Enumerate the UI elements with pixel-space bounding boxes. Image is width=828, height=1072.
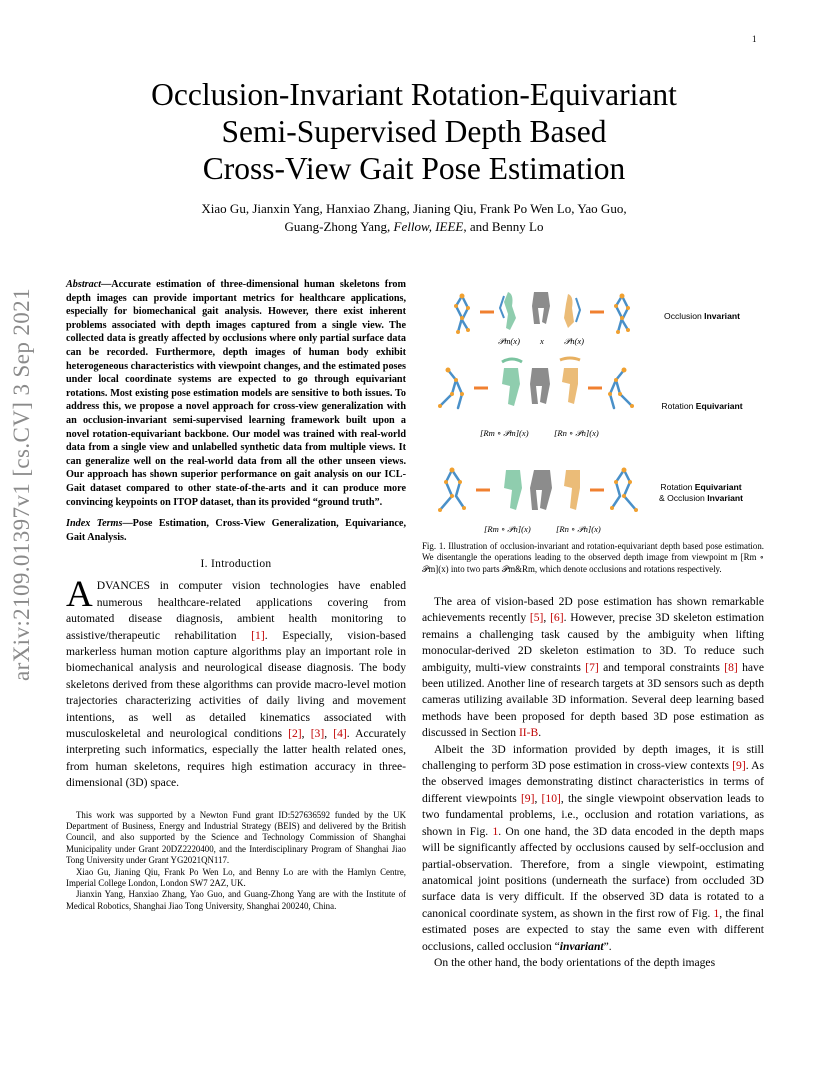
- math-label-r4: [Rn ∘ 𝒫n](x): [556, 524, 601, 534]
- citation-link[interactable]: [7]: [585, 660, 599, 674]
- fellow-ieee: Fellow, IEEE: [393, 219, 464, 234]
- citation-link[interactable]: [8]: [724, 660, 738, 674]
- citation-link[interactable]: [2]: [288, 726, 302, 740]
- math-label-p2: 𝒫n(x): [564, 336, 585, 346]
- index-terms: [66, 517, 406, 544]
- right-column-body: [422, 594, 764, 971]
- dropcap-letter: A: [66, 574, 93, 616]
- intro-paragraph: [66, 574, 406, 791]
- row-1-label-a: Occlusion: [664, 311, 705, 321]
- intro-text-c: . Accurately interpreting such informatics, especially the latter health related ones, from human skeletons, requires high estimation accuracy in three-dimensional (3D) space.: [66, 726, 406, 790]
- authors-line-2: [60, 218, 768, 236]
- right-paragraph-2: [422, 742, 764, 955]
- citation-link[interactable]: [10]: [541, 791, 561, 805]
- arxiv-identifier: arXiv:2109.01397v1 [cs.CV] 3 Sep 2021: [9, 288, 34, 682]
- authors-line-1: Xiao Gu, Jianxin Yang, Hanxiao Zhang, Jianing Qiu, Frank Po Wen Lo, Yao Guo,: [201, 201, 627, 216]
- separator: ,: [534, 791, 542, 805]
- right-p1-text-b: . However, precise 3D skeleton estimation remains a challenging task caused by the ambiguity when lifting monocular-derived 2D skeleton estimation to 3D. To reduce such ambiguity, multi-view constraints: [422, 611, 764, 674]
- figure-link[interactable]: 1: [492, 824, 499, 838]
- skeleton-figure: [456, 296, 468, 332]
- math-label-r2: [Rn ∘ 𝒫n](x): [554, 428, 599, 438]
- figure-link[interactable]: 1: [713, 906, 720, 920]
- footnotes: [66, 810, 406, 913]
- math-label-r3: [Rm ∘ 𝒫n](x): [484, 524, 531, 534]
- separator: ,: [324, 726, 334, 740]
- paper-title: [60, 76, 768, 187]
- row-3-label-d: Invariant: [707, 493, 744, 503]
- separator: ,: [301, 726, 311, 740]
- author-list: [60, 200, 768, 236]
- figure-1-caption: Fig. 1. Illustration of occlusion-invariant and rotation-equivariant depth based pose estimation. We disentangle the operations leading to the observed depth image from viewpoint m [Rm ∘ 𝒫m](x) into two parts 𝒫m&Rm, which denote occlusions and rotations respectively.: [422, 541, 764, 574]
- footnote-funding: This work was supported by a Newton Fund grant ID:527636592 funded by the UK Department of Business, Energy and Industrial Strategy (BEIS) and delivered by the British Council, and also supported by the Science and Technology Commission of Shanghai Municipality under Grant 20DZ2220400, and the Interdisciplinary Program of Shanghai Jiao Tong University under Grant YG2021QN117.: [66, 809, 406, 866]
- right-p2-text-b: . As the observed images demonstrating distinct characteristics in terms of different viewpoints: [422, 759, 764, 805]
- abstract-text: —Accurate estimation of three-dimensional human skeletons from depth images can provide important metrics for healthcare applications, especially for biomechanical gait analysis. However, there exist inherent problems associated with depth images captured from a single view. The collected data is greatly affected by occlusions where only partial surface data can be recorded. Furthermore, depth images of human body exhibit heterogeneous characteristics with viewpoint changes, and the estimated poses under local coordinate systems are expected to go through equivariant rotations. Most existing pose estimation models are sensitive to both issues. To address this, we propose a novel approach for cross-view generalization with an occlusion-invariant semi-supervised learning framework built upon a novel rotation-equivariant backbone. Our model was trained with real-world data from a single view and unlabelled synthetic data from multiple views. It can generalize well on the real-world data from all the other unseen views. Our approach has shown superior performance on gait analysis on our ICL-Gait dataset compared to other state-of-the-arts and it can produce more convincing keypoints on ITOP dataset, than its provided “ground truth”.: [66, 279, 406, 508]
- citation-link[interactable]: [6]: [550, 611, 564, 625]
- authors-line-2-end: , and Benny Lo: [463, 219, 544, 234]
- index-terms-label: Index Terms: [66, 518, 123, 530]
- row-3-label-b: Equivariant: [694, 482, 742, 492]
- title-line-2: Semi-Supervised Depth Based: [221, 114, 607, 149]
- right-p2-text-f: ”.: [603, 939, 612, 953]
- page-number: 1: [752, 34, 757, 44]
- row-3-label-c: & Occlusion: [658, 493, 708, 503]
- row-1-label-b: Invariant: [704, 311, 740, 321]
- invariant-emphasis: invariant: [559, 939, 604, 953]
- row-3-poses: [438, 468, 638, 513]
- right-p2-text-e: , the final estimated poses are expected to stay the same even with different occlusions, called occlusion “: [422, 906, 764, 953]
- right-p1-text-e: .: [538, 726, 542, 740]
- footnote-affiliation-2: Jianxin Yang, Hanxiao Zhang, Yao Guo, and Guang-Zhong Yang are with the Institute of Medical Robotics, Shanghai Jiao Tong University, Shanghai 200240, China.: [66, 889, 406, 911]
- row-3-label: [634, 482, 768, 504]
- intro-text-a: DVANCES in computer vision technologies have enabled numerous healthcare-related applications covering from automated disease diagnosis, ambient health monitoring to assistive/therapeutic rehabilitation: [66, 579, 406, 642]
- intro-text-b: . Especially, vision-based markerless human motion capture algorithms play an important role in biomechanical analysis and neurological disease diagnosis. The body skeletons derived from these algorithms can provide macro-level motion trajectories characterizing activities of daily living and movement intentions, as well as detailed kinematics associated with musculoskeletal and neurological conditions: [66, 628, 406, 740]
- right-p1-text-c: and temporal constraints: [598, 660, 725, 674]
- citation-link[interactable]: [9]: [732, 759, 746, 773]
- abstract-label: Abstract: [66, 279, 102, 290]
- title-line-1: Occlusion-Invariant Rotation-Equivariant: [151, 77, 677, 112]
- right-paragraph-3: On the other hand, the body orientations of the depth images: [434, 955, 716, 969]
- math-label-r1: [Rm ∘ 𝒫m](x): [480, 428, 529, 438]
- citation-link[interactable]: [5]: [529, 611, 544, 625]
- row-3-label-a: Rotation: [660, 482, 695, 492]
- right-p2-text-c: , the single viewpoint observation leads to two fundamental problems, i.e., occlusion and rotation variations, as shown in Fig.: [422, 791, 764, 838]
- right-p2-text-a: Albeit the 3D information provided by depth images, it is still challenging to perform 3D pose estimation in cross-view contexts: [422, 742, 764, 773]
- left-column: [66, 278, 406, 912]
- math-label-p1: 𝒫m(x): [498, 336, 520, 346]
- row-2-label: [642, 401, 762, 412]
- abstract: [66, 278, 406, 509]
- citation-link[interactable]: [1]: [251, 628, 265, 642]
- citation-link[interactable]: [9]: [520, 791, 535, 805]
- citation-link[interactable]: [3]: [310, 726, 325, 740]
- right-p2-text-d: . On one hand, the 3D data encoded in the depth maps will be significantly affected by occlusions caused by self-occlusion and partial-observation. Therefore, from a single viewpoint, estimating anatomical joint positions (underneath the surface) from occluded 3D surface data is very difficult. If the observed 3D data is rotated to a canonical coordinate system, as shown in the first row of Fig.: [422, 824, 764, 920]
- right-paragraph-1: [422, 594, 764, 742]
- section-link[interactable]: II-B: [518, 726, 539, 740]
- row-2-label-b: Equivariant: [695, 401, 743, 411]
- row-1-poses: [454, 292, 630, 334]
- figure-1: [428, 284, 768, 534]
- separator: ,: [543, 611, 551, 625]
- right-p1-text-d: have been utilized. Another line of research targets at 3D sensors such as depth cameras utilizing available 3D information. Several deep learning based methods have been proposed for depth based 3D pose estimation as discussed in Section: [422, 660, 764, 740]
- section-heading-introduction: I. Introduction: [200, 558, 272, 571]
- title-line-3: Cross-View Gait Pose Estimation: [202, 151, 626, 186]
- row-2-label-a: Rotation: [661, 401, 696, 411]
- footnote-affiliation-1: Xiao Gu, Jianing Qiu, Frank Po Wen Lo, and Benny Lo are with the Hamlyn Centre, Imperial College London, London SW7 2AZ, UK.: [66, 866, 406, 888]
- index-terms-text: —Pose Estimation, Cross-View Generalization, Equivariance, Gait Analysis.: [66, 518, 406, 543]
- citation-link[interactable]: [4]: [333, 726, 347, 740]
- row-2-poses: [438, 358, 634, 408]
- right-p1-text-a: The area of vision-based 2D pose estimation has shown remarkable achievements recently: [422, 595, 764, 625]
- row-1-label: [642, 311, 762, 322]
- authors-line-2-start: Guang-Zhong Yang,: [284, 219, 394, 234]
- math-label-x: x: [540, 336, 544, 346]
